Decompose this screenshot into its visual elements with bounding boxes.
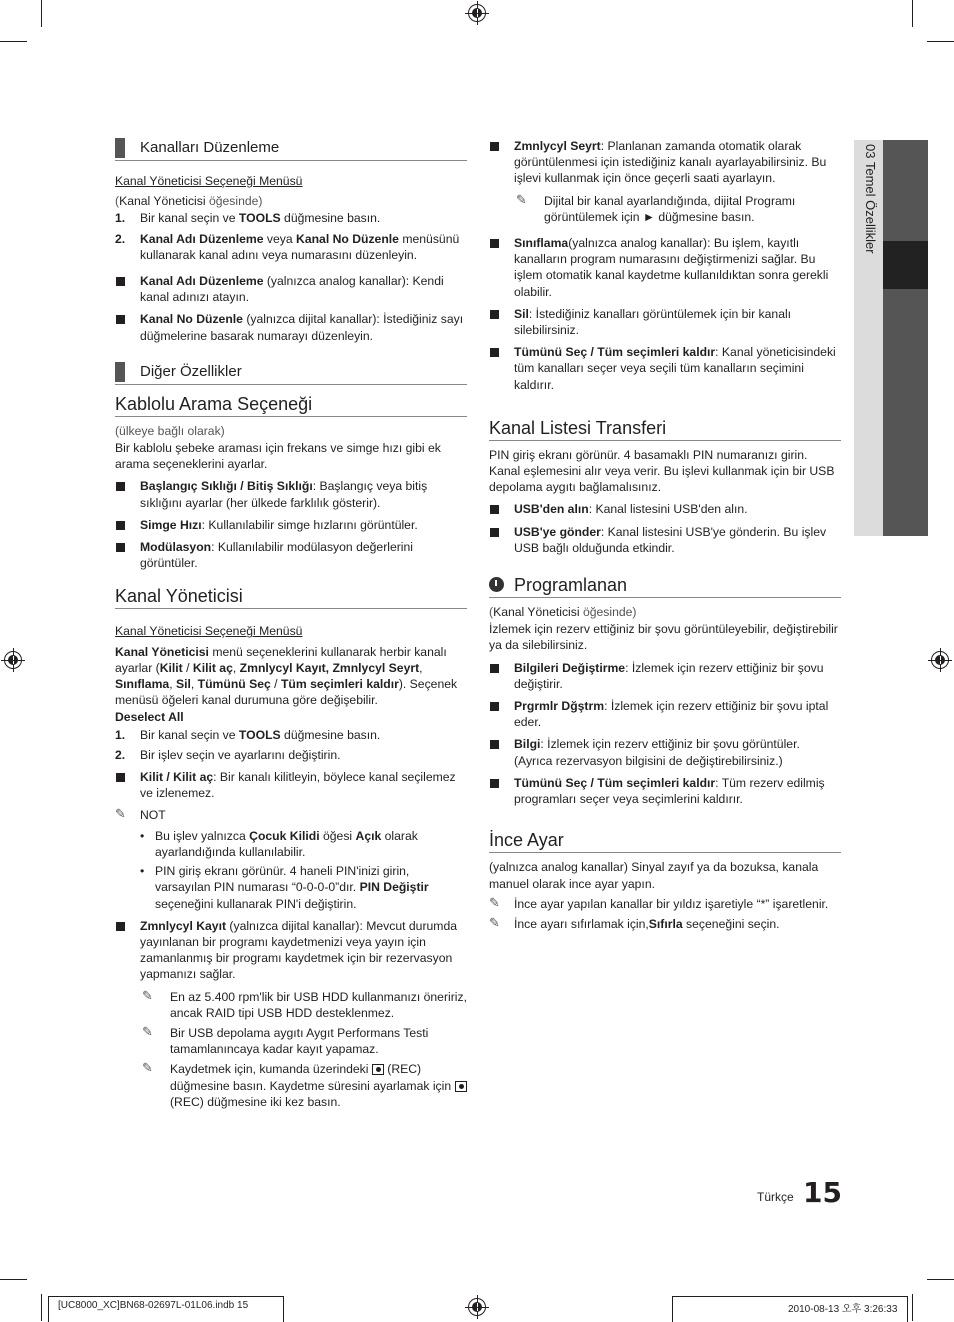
note-item: ✎ NOT — [115, 806, 166, 823]
square-bullet-icon — [116, 773, 125, 782]
paragraph: İzlemek için rezerv ettiğiniz bir şovu görüntüleyebilir, değiştirebilir ya da silebilirsiniz. — [489, 622, 838, 653]
step-item: 2. Kanal Adı Düzenleme veya Kanal No Düzenle menüsünü kullanarak kanal adını veya numarasını düzenleyin. — [115, 231, 460, 262]
square-bullet-icon — [490, 664, 499, 673]
crop-mark — [41, 1294, 42, 1321]
subsection-heading: Kablolu Arama Seçeneği — [115, 393, 467, 417]
context-note: (Kanal Yöneticisi öğesinde) — [489, 605, 637, 620]
bullet-item: Bilgileri Değiştirme: İzlemek için rezerv ettiğiniz bir şovu değiştirir. — [489, 660, 841, 692]
step-item: 1. Bir kanal seçin ve TOOLS düğmesine basın. — [115, 211, 381, 226]
square-bullet-icon — [490, 142, 499, 151]
submenu-title: Kanal Yöneticisi Seçeneği Menüsü — [115, 174, 303, 188]
crop-mark — [912, 0, 913, 27]
bullet-item: Başlangıç Sıklığı / Bitiş Sıklığı: Başlangıç veya bitiş sıklığını ayarlar (her ülkede farklılık gösterir). — [115, 478, 467, 510]
submenu-title: Kanal Yöneticisi Seçeneği Menüsü — [115, 624, 303, 639]
section-heading: Kanalları Düzenleme — [115, 136, 467, 161]
subsection-heading: Kanal Listesi Transferi — [489, 417, 841, 441]
chapter-tab-bar — [883, 140, 928, 241]
note-item: ✎ Bir USB depolama aygıtı Aygıt Performans Testi tamamlanıncaya kadar kayıt yapamaz. — [142, 1023, 429, 1057]
paragraph: Kanal Yöneticisi menü seçeneklerini kullanarak herbir kanalı ayarlar (Kilit / Kilit aç, Zmnlycyl Kayıt, Zmnlycyl Seyrt, Sınıflama, Sil, Tümünü Seç / Tüm seçimleri kaldır). Seçenek menüsü öğeleri kanal durumuna göre değişebilir. — [115, 644, 458, 708]
deselect-all-label: Deselect All — [115, 710, 184, 725]
bullet-item: Prgrmlr Dğştrm: İzlemek için rezerv ettiğiniz bir şovu iptal eder. — [489, 698, 841, 730]
chapter-tab-marker — [883, 241, 928, 289]
square-bullet-icon — [490, 505, 499, 514]
square-bullet-icon — [490, 310, 499, 319]
square-bullet-icon — [116, 315, 125, 324]
crop-mark — [912, 1294, 913, 1321]
rec-button-icon — [372, 1064, 384, 1075]
right-column — [489, 136, 841, 936]
chapter-tab-label: 03 Temel Özellikler — [863, 144, 878, 254]
crop-mark — [0, 1279, 27, 1280]
square-bullet-icon — [490, 740, 499, 749]
note-item: ✎ İnce ayarı sıfırlamak için,Sıfırla seçeneğini seçin. — [489, 914, 780, 931]
square-bullet-icon — [116, 521, 125, 530]
pencil-note-icon: ✎ — [142, 1023, 153, 1039]
bullet-item: USB'den alın: Kanal listesini USB'den alın. — [489, 501, 841, 517]
footer-language: Türkçe — [757, 1190, 794, 1204]
pencil-note-icon: ✎ — [142, 1060, 153, 1076]
square-bullet-icon — [490, 239, 499, 248]
step-item: 2. Bir işlev seçin ve ayarlarını değiştirin. — [115, 747, 341, 762]
print-timestamp: 2010-08-13 오후 3:26:33 — [788, 1304, 898, 1315]
square-bullet-icon — [490, 528, 499, 537]
rec-button-icon — [455, 1081, 467, 1092]
note-item: ✎ Kaydetmek için, kumanda üzerindeki (REC) düğmesine basın. Kaydetme süresini ayarlamak için (REC) düğmesine iki kez basın. — [115, 1061, 467, 1110]
bullet-item: Zmnlycyl Seyrt: Planlanan zamanda otomatik olarak görüntülenmesi için istediğiniz kanalı ayarlayabilirsiniz. Bu işlevi kullanmak için önce geçerli saati ayarlayın. — [489, 138, 841, 187]
registration-target-icon — [931, 651, 949, 669]
context-note: (Kanal Yöneticisi öğesinde) — [115, 194, 263, 209]
paragraph: (yalnızca analog kanallar) Sinyal zayıf ya da bozuksa, kanala manuel olarak ince ayar yapın. — [489, 860, 819, 891]
context-note: (ülkeye bağlı olarak) — [115, 423, 225, 438]
square-bullet-icon — [116, 277, 125, 286]
note-item: ✎ İnce ayar yapılan kanallar bir yıldız işaretiyle “*” işaretlenir. — [489, 894, 829, 911]
note-item: ✎ Dijital bir kanal ayarlandığında, dijital Programı görüntülemek için ► düğmesine basın. — [516, 191, 796, 224]
square-bullet-icon — [490, 348, 499, 357]
subsection-heading: İnce Ayar — [489, 829, 841, 853]
dot-bullet-icon: • — [140, 828, 145, 843]
bullet-item: Sil: İstediğiniz kanalları görüntülemek için bir kanalı silebilirsiniz. — [489, 306, 841, 338]
bullet-item: Sınıflama(yalnızca analog kanallar): Bu işlem, kayıtlı kanalların program numarasını değiştirmenizi sağlar. Bu işlem otomatik kanal kaydetme kullanıldıktan sonra gerekli olabilir. — [489, 235, 841, 300]
bullet-item: Kanal No Düzenle (yalnızca dijital kanallar): İstediğiniz sayı düğmelerine basarak numarayı düzenleyin. — [115, 311, 467, 343]
pencil-note-icon: ✎ — [489, 894, 500, 910]
note-item: ✎ En az 5.400 rpm'lik bir USB HDD kullanmanızı öneririz, ancak RAID tipi USB HDD desteklenmez. — [142, 987, 467, 1020]
bullet-item: Simge Hızı: Kullanılabilir simge hızlarını görüntüler. — [115, 517, 467, 533]
crop-mark — [0, 41, 27, 42]
bullet-item: Kanal Adı Düzenleme (yalnızca analog kanallar): Kendi kanal adınızı atayın. — [115, 273, 467, 305]
square-bullet-icon — [116, 482, 125, 491]
square-bullet-icon — [490, 779, 499, 788]
pencil-note-icon: ✎ — [115, 806, 126, 822]
dot-item: • Bu işlev yalnızca Çocuk Kilidi öğesi Açık olarak ayarlandığında kullanılabilir. — [140, 828, 418, 859]
bullet-item: Modülasyon: Kullanılabilir modülasyon değerlerini görüntüler. — [115, 539, 467, 571]
crop-mark — [41, 0, 42, 27]
bullet-item: USB'ye gönder: Kanal listesini USB'ye gönderin. Bu işlev USB bağlı olduğunda etkindir. — [489, 524, 841, 556]
pencil-note-icon: ✎ — [489, 914, 500, 930]
clock-icon — [489, 577, 504, 592]
subsection-heading: Programlanan — [489, 574, 841, 598]
bullet-item: Tümünü Seç / Tüm seçimleri kaldır: Tüm rezerv edilmiş programları seçer veya seçimlerini kaldırır. — [489, 775, 841, 807]
registration-target-icon — [468, 1298, 486, 1316]
dot-item: • PIN giriş ekranı görünür. 4 haneli PIN'inizi girin, varsayılan PIN numarası “0-0-0-0”dır. PIN Değiştir seçeneğini kullanarak PIN'i değiştirin. — [140, 864, 429, 911]
crop-mark — [927, 1279, 954, 1280]
subsection-heading: Kanal Yöneticisi — [115, 585, 467, 609]
bullet-item: Zmnlycyl Kayıt (yalnızca dijital kanallar): Mevcut durumda yayınlanan bir programı kaydetmenizi veya yayın için zamanlanmış bir programı kaydetmek için bir rezervasyon yapmanızı sağlar. — [115, 918, 467, 983]
bullet-item: Bilgi: İzlemek için rezerv ettiğiniz bir şovu görüntüler. (Ayrıca rezervasyon bilgisini de değiştirebilirsiniz.) — [489, 736, 841, 768]
crop-mark — [927, 41, 954, 42]
left-column — [115, 136, 467, 1114]
section-heading: Diğer Özellikler — [115, 360, 467, 385]
bullet-item: Kilit / Kilit aç: Bir kanalı kilitleyin, böylece kanal seçilemez ve izlenemez. — [115, 769, 467, 801]
paragraph: PIN giriş ekranı görünür. 4 basamaklı PIN numaranızı girin. Kanal eşlemesini alır veya verir. Bu işlevi kullanmak için bir USB depolama aygıtı bağlamalısınız. — [489, 447, 835, 495]
dot-bullet-icon: • — [140, 864, 145, 879]
pencil-note-icon: ✎ — [516, 191, 527, 207]
square-bullet-icon — [116, 922, 125, 931]
registration-target-icon — [4, 651, 22, 669]
registration-target-icon — [468, 4, 486, 22]
chapter-tab-bar — [883, 289, 928, 536]
square-bullet-icon — [490, 702, 499, 711]
print-file-info: [UC8000_XC]BN68-02697L-01L06.indb 15 — [58, 1300, 249, 1311]
pencil-note-icon: ✎ — [142, 987, 153, 1003]
square-bullet-icon — [116, 543, 125, 552]
step-item: 1. Bir kanal seçin ve TOOLS düğmesine basın. — [115, 727, 381, 742]
bullet-item: Tümünü Seç / Tüm seçimleri kaldır: Kanal yöneticisindeki tüm kanalları seçer veya seçili tüm kanalların seçimini kaldırır. — [489, 344, 841, 393]
page-number: 15 — [803, 1176, 842, 1209]
paragraph: Bir kablolu şebeke araması için frekans ve simge hızı gibi ek arama seçeneklerini ayarlar. — [115, 441, 441, 472]
